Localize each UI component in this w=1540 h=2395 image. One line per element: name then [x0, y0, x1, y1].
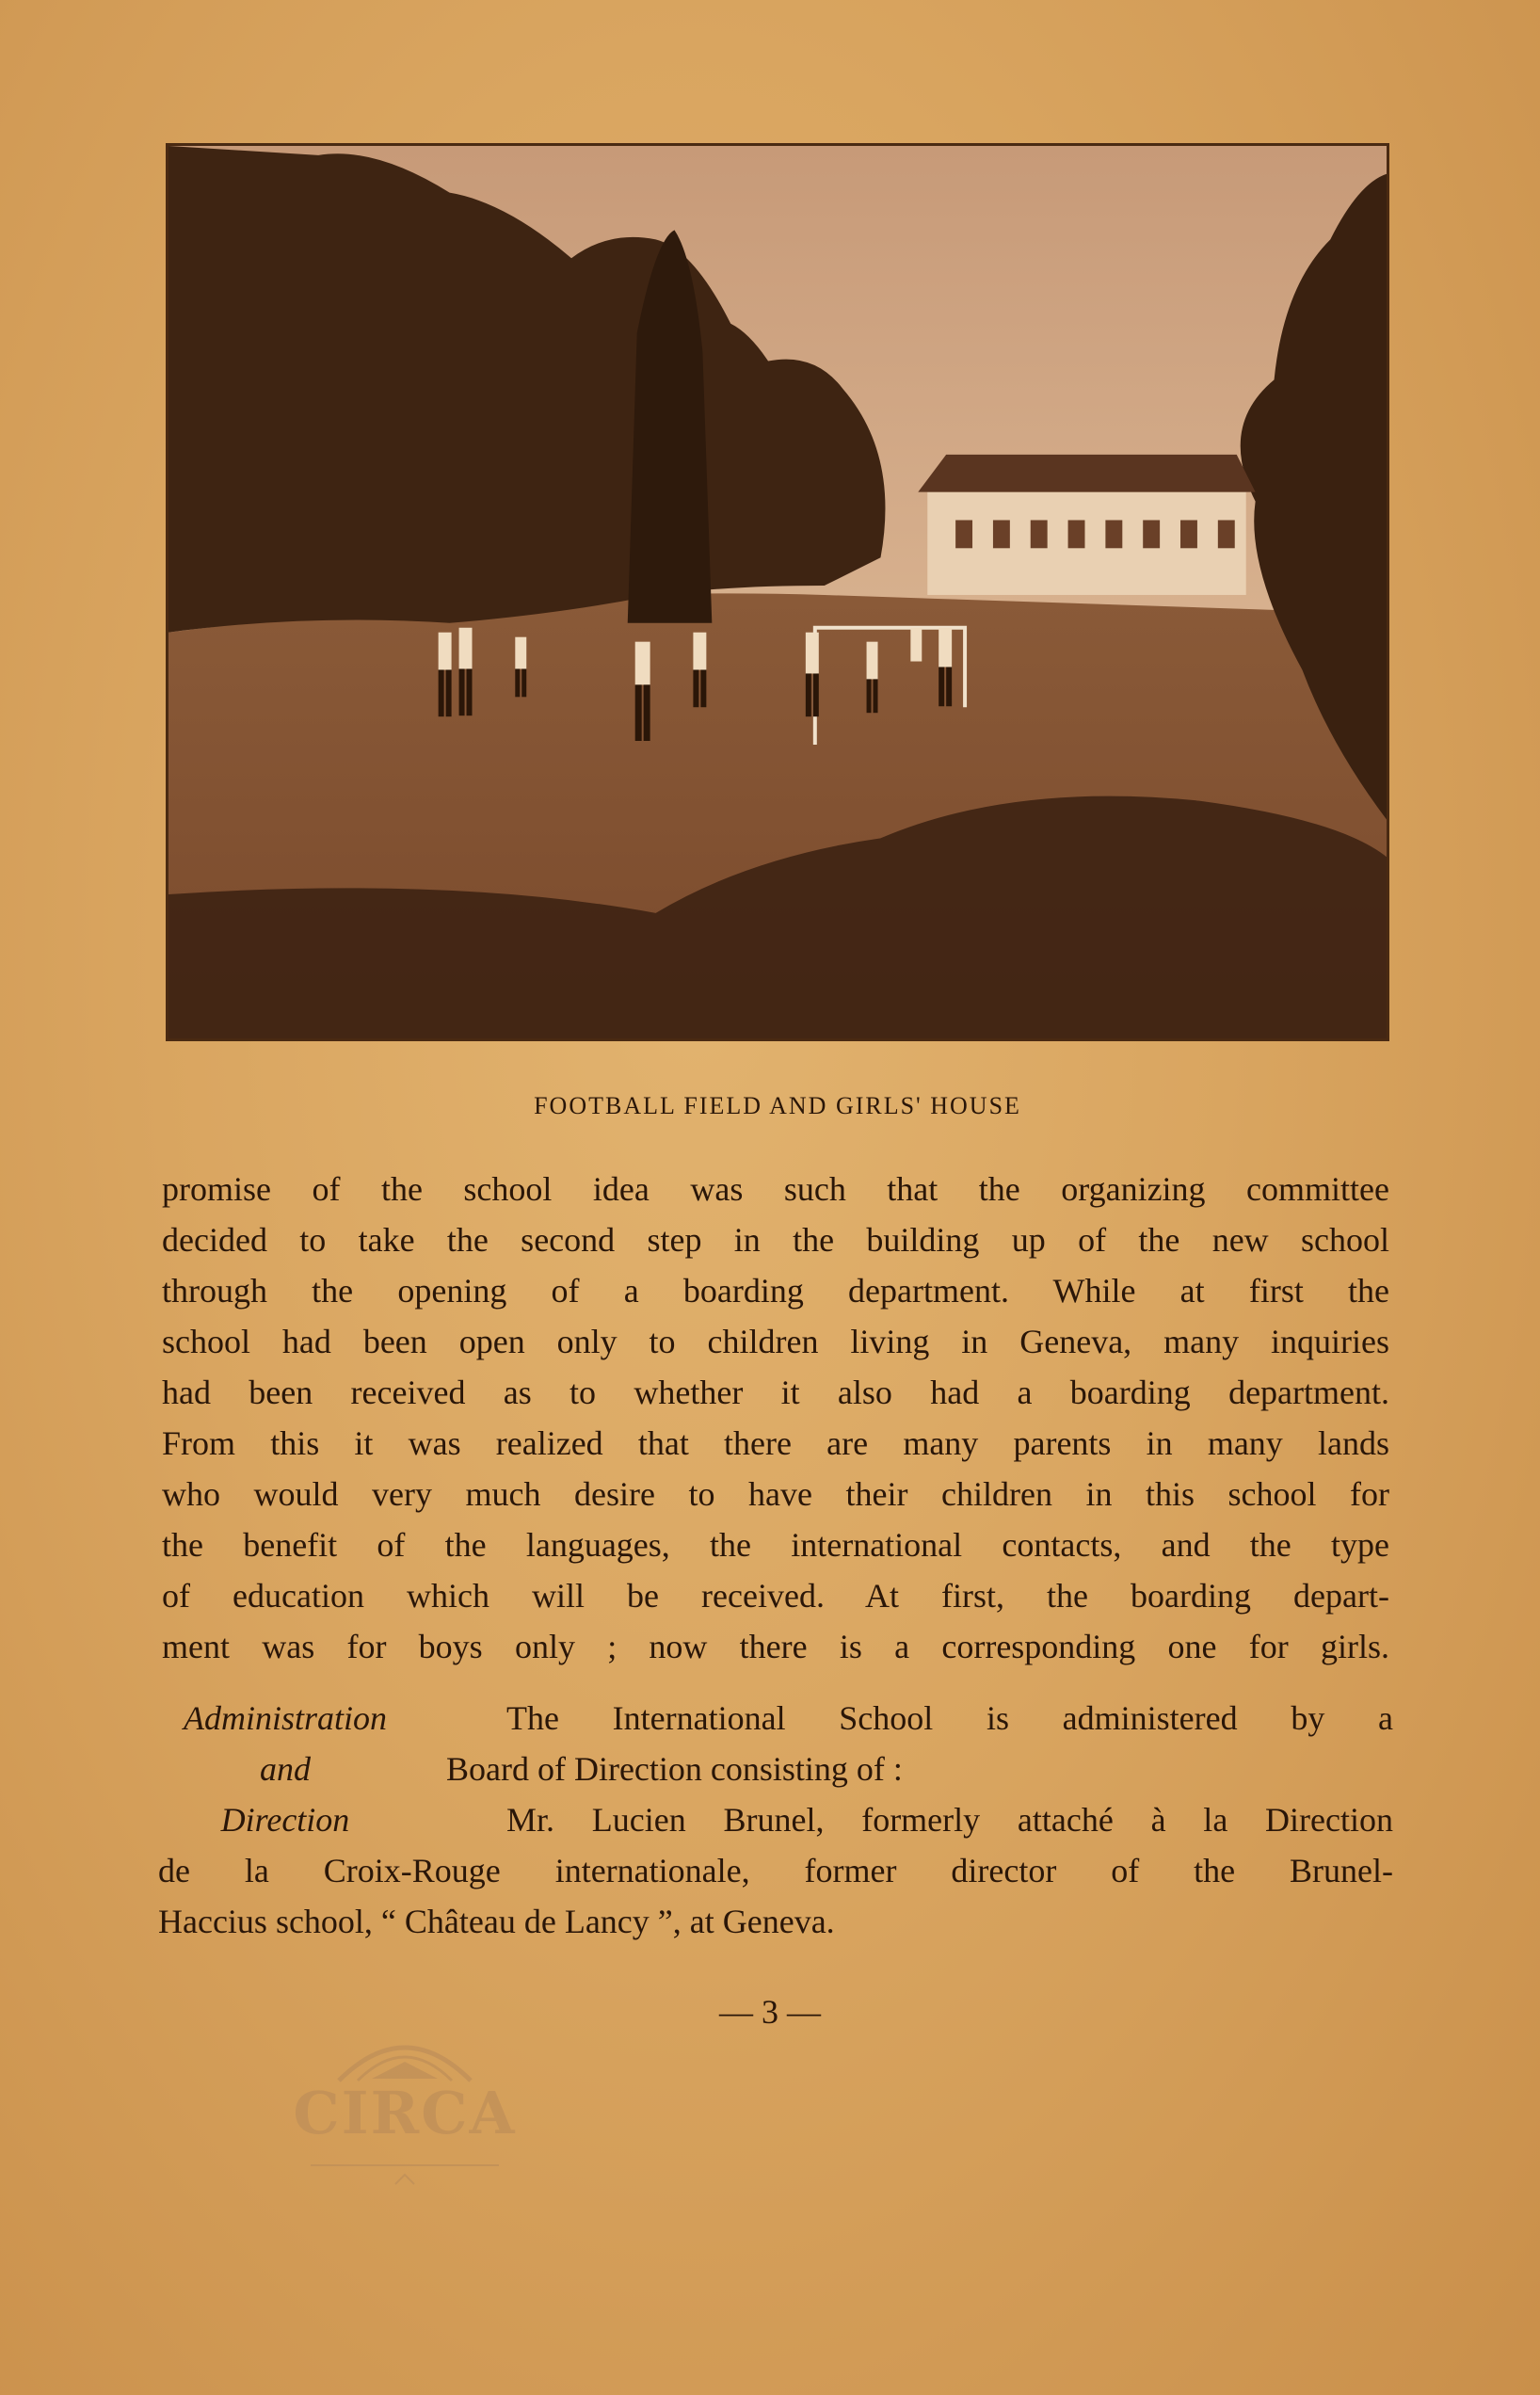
paragraph-line: promise of the school idea was such that the organizing committee — [162, 1170, 1389, 1208]
paragraph-line: had been received as to whether it also had a boarding department. — [162, 1374, 1389, 1411]
photo-illustration — [168, 146, 1387, 1038]
paragraph-line: school had been open only to children living in Geneva, many inquiries — [162, 1323, 1389, 1360]
side-heading: and — [260, 1750, 311, 1788]
page-number: — 3 — — [719, 1993, 821, 2031]
paragraph-line: through the opening of a boarding department. While at first the — [162, 1272, 1389, 1310]
side-heading: Direction — [220, 1801, 350, 1839]
watermark-text: CIRCA — [293, 2079, 517, 2147]
admin-line: Mr. Lucien Brunel, formerly attaché à la Direction — [506, 1801, 1393, 1839]
paragraph-line: decided to take the second step in the building up of the new school — [162, 1221, 1389, 1259]
admin-line: The International School is administered by a — [506, 1699, 1393, 1737]
paragraph-line: who would very much desire to have their children in this school for — [162, 1475, 1389, 1513]
admin-line: Haccius school, “ Château de Lancy ”, at Geneva. — [158, 1903, 835, 1940]
admin-line: de la Croix-Rouge internationale, former director of the Brunel- — [158, 1852, 1393, 1889]
admin-line: Board of Direction consisting of : — [446, 1750, 903, 1788]
paragraph-line: of education which will be received. At first, the boarding depart- — [162, 1577, 1389, 1615]
administration-section — [158, 1693, 1393, 1947]
side-heading: Administration — [183, 1699, 388, 1737]
paragraph-line: From this it was realized that there are many parents in many lands — [162, 1424, 1389, 1462]
football-field-photo — [166, 143, 1389, 1041]
paragraph-line: the benefit of the languages, the international contacts, and the type — [162, 1526, 1389, 1564]
body-paragraph — [162, 1164, 1389, 1672]
circa-watermark-logo — [282, 2005, 527, 2203]
paragraph-line: ment was for boys only ; now there is a corresponding one for girls. — [162, 1628, 1389, 1665]
photo-caption: FOOTBALL FIELD AND GIRLS' HOUSE — [534, 1092, 1021, 1119]
